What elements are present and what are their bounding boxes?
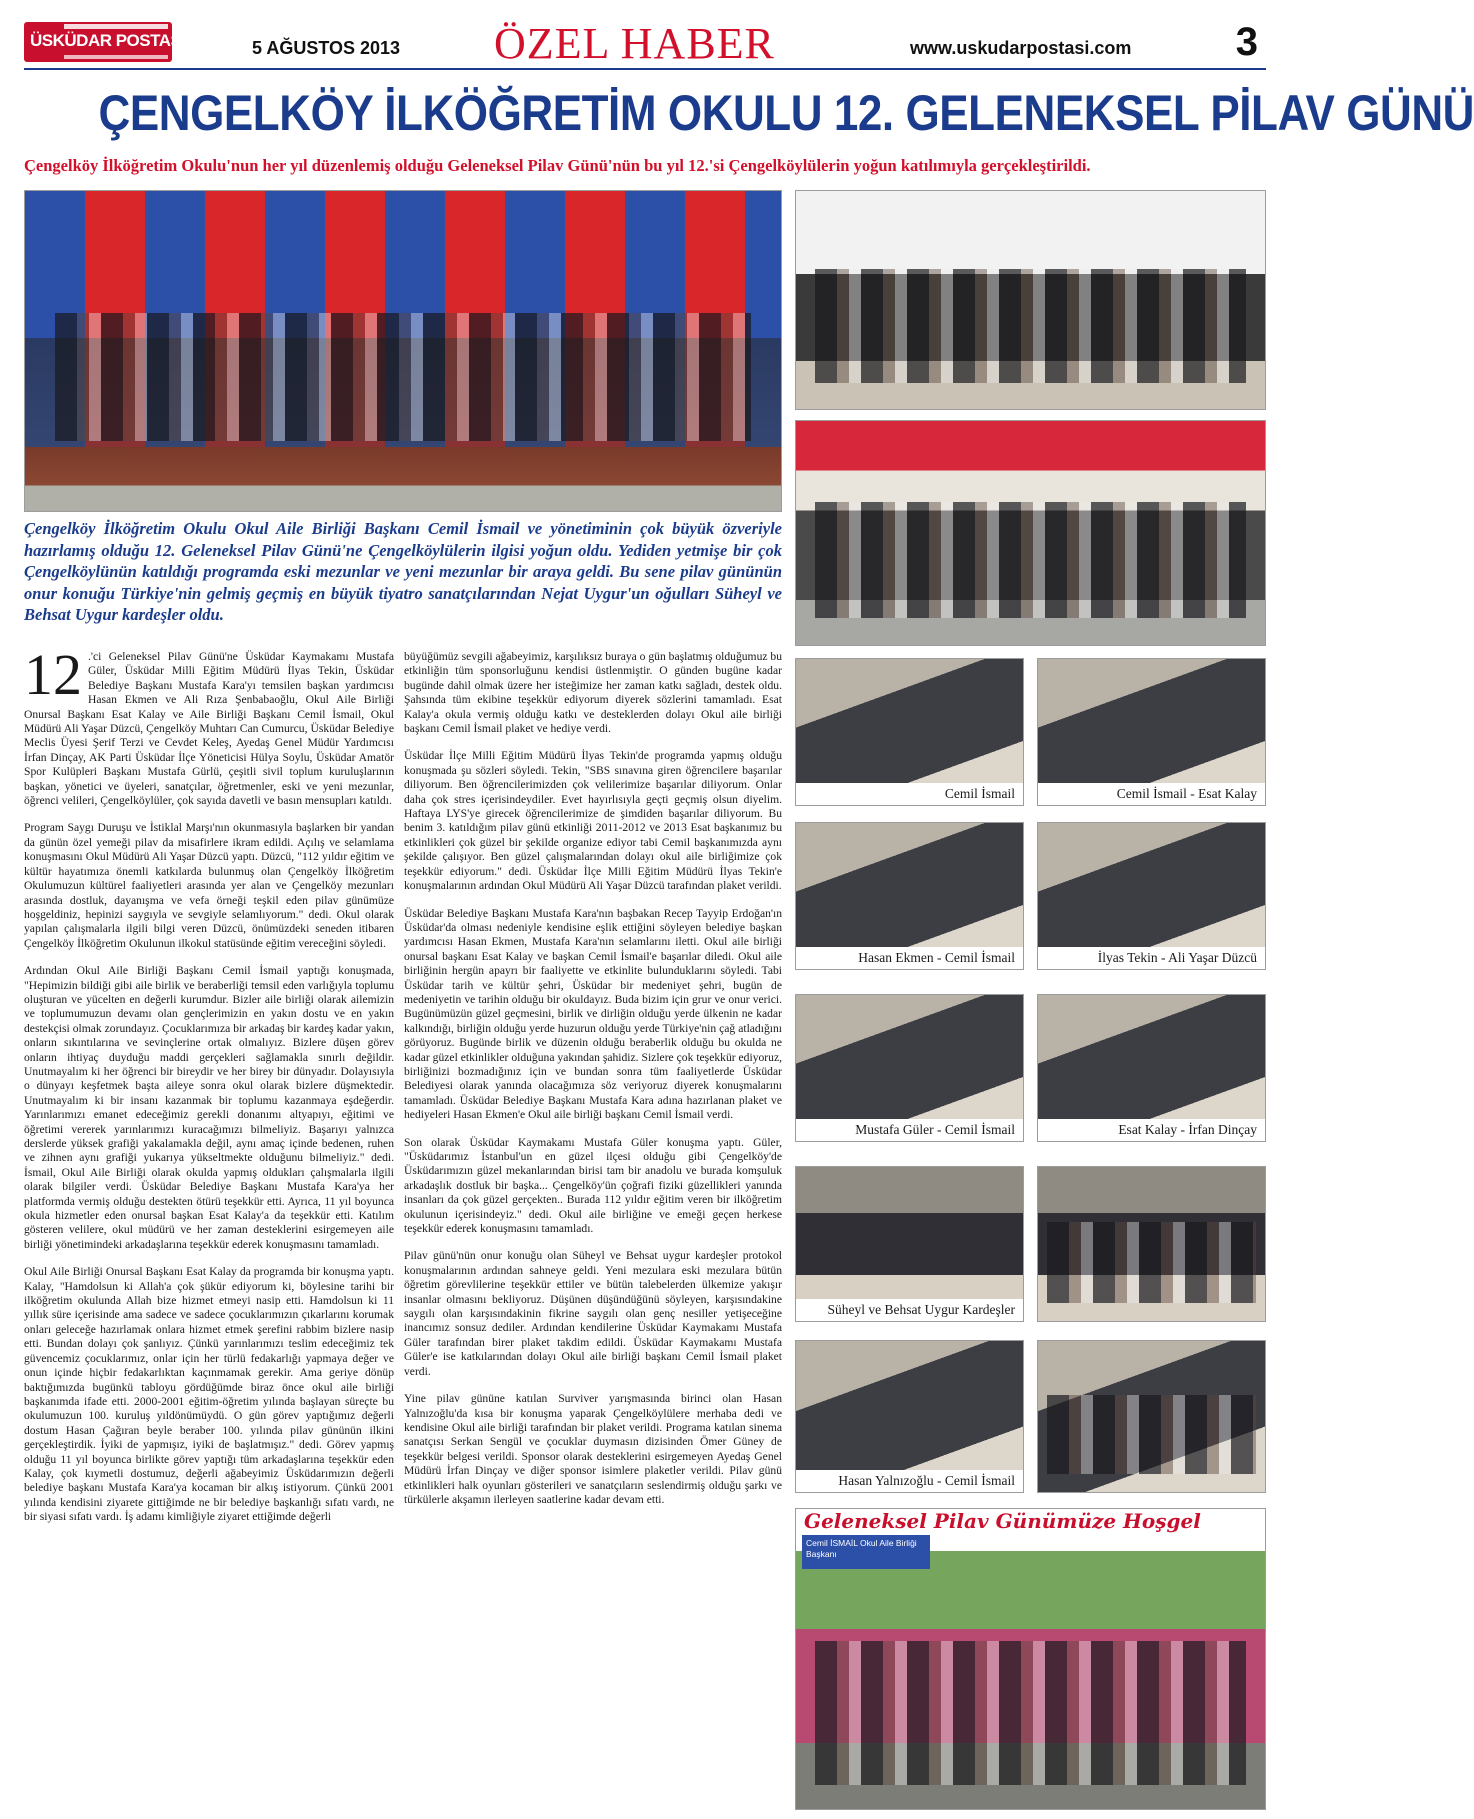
people-silhouettes	[1047, 1395, 1256, 1474]
page-number: 3	[1235, 20, 1258, 64]
sign-board	[802, 1535, 930, 1569]
welcome-banner-text: Geleneksel Pilav Günümüze Hoşgel	[804, 1509, 1201, 1533]
issue-date: 5 AĞUSTOS 2013	[252, 38, 401, 58]
logo-text: ÜSKÜDAR POSTASI	[30, 31, 186, 50]
section-title: ÖZEL HABER	[494, 19, 775, 68]
photo-cemil-esat	[1037, 658, 1266, 806]
photo-cemil-ismail	[795, 658, 1024, 806]
paragraph: Üsküdar Belediye Başkanı Mustafa Kara'nın başbakan Recep Tayyip Erdoğan'ın Üsküdar'da olması nedeniyle kendisine eşlik ettiğini söyleyen belediye başkan yardımcısı Hasan Ekmen, Mustafa Kara'nın selamlarını iletti. Okul aile birliği onursal başkanı Esat Kalay ve başkan Cemil İsmail'e başarılar diledi. Okul aile birliğinin hergün apayrı bir faaliyette ve etkinlite bulunduklarını söyledi. Tabi Üsküdar tarih ve kültür şehri, Üsküdar bir medeniyet şehri, bugün de medeniyetin ve tarihin olduğu bir okuldayız. Buda bizim için grur ve onur verici. Bugünümüzün güzel geçmesini, birlik ve dirliğin olduğu yerde ülkenin ne kadar kalkındığı, birliğin olduğu yerde huzurun olduğu yerde Türkiye'nin çağ atladığını görüyoruz. Bugünde birlik ve düzenin olduğu beraberlik olduğu bu okulda ne kadar güzel etkinlikler olduğuna yakından şahidiz. Sizlere çok teşekkür ediyoruz, birliğinizi bozmadığınız için ve bundan sonra tüm faaliyetlerde Üsküdar Belediyesi olarak yanında olacağımıza söz veriyoruz diyerek konuşmalarını tamamladı. Üsküdar Belediye Başkanı Mustafa Kara adına hazırlanan plaket ve hediyeleri Hasan Ekmen'e Okul aile birliği başkanı Cemil İsmail verdi.	[404, 906, 782, 1122]
paragraph: büyüğümüz sevgili ağabeyimiz, karşılıksız buraya o gün başlatmış olduğumuz bu etkinliğin tüm sponsorluğunu kendisi üstlenmiştir. O günden bugüne kadar bugünde dahil olmak üzere her isteğimize her zaman katkı sağladı, destek oldu. Şahsında tüm ekibine teşekkür ediyorum diyerek sözlerini tamamladı. Esat Kalay'a okula vermiş olduğu katkı ve desteklerden dolayı Okul aile birliği başkanı Cemil İsmail plaket ve hediye verdi.	[404, 650, 783, 736]
paragraph: Program Saygı Duruşu ve İstiklal Marşı'nın okunmasıyla başlarken bir yandan da günün özel yemeği pilav da misafirlere ikram edildi. Açılış ve selamlama konuşmasını Okul Müdürü Ali Yaşar Düzcü yaptı. Düzcü, "112 yıldır eğitim ve kültür hayatımıza önemli katkılarda bulunmuş olan Çengelköy İlköğretim Okulumuzun kültürel faaliyetleri arasında yer alan ve Çengelköy mezunları arasında dostluk, dayanışma ve vefa örneği teşkil eden pilav günümüze hoşgeldiniz, hepinizi saygıyla ve sevgiyle selamlıyorum." dedi. Okul olarak yapılan çalışmalarla ilgili bilgi veren Düzcü, önümüzdeki seneden itibaren Çengelköy İlköğretim Okulunun ilkokul statüsünde eğitim vereceğini söyledi.	[24, 821, 394, 950]
photo-caption: Cemil İsmail	[796, 783, 1023, 805]
paragraph: Pilav günü'nün onur konuğu olan Süheyl ve Behsat uygur kardeşler protokol konuşmalarının ardından sahneye geldi. Yeni mezulara eski mezulara bütün öğretim görevlilerine teşekkür ettiler ve bütün talebelerden ülkemize yakışır insanlar olmasını bekliyoruz. Düşünen düşündüğünü söyleyen, karşısındakine saygılı olan karşısındakinin fikrine saygılı olan genç nesiller yetişeceğine inancımız sonsuz dediler. Ardından kendilerine Üsküdar Kaymakamı Mustafa Güler tarafından birer plaket takdim edildi. Üsküdar Kaymakamı Mustafa Güler'e ise katkılarından dolayı Okul aile birliği başkanı Cemil İsmail plaket verdi.	[404, 1249, 782, 1378]
paragraph: Son olarak Üsküdar Kaymakamı Mustafa Güler konuşma yaptı. Güler, "Üsküdarımız İstanbul'un en güzel ilçesi olduğu gibi Çengelköy'de Üsküdarımızın güzel mekanlarından birisi tam bir anadolu ve burada komşuluk arkadaşlık dostluk bir başka... Çengelköy'ün çoğrafi fiziki güzellikleri yanında insanları da çok güzel gerçekten.. Burada 112 yıldır eğitim veren bir ilköğretim okulunun içerisindeyiz." dedi. Okul aile birliğine ve emeği geçen herkese teşekkür ederek konuşmasını tamamladı.	[404, 1135, 782, 1236]
people-silhouettes	[815, 1641, 1247, 1785]
podium-photo	[795, 190, 1266, 410]
paragraph: Ardından Okul Aile Birliği Başkanı Cemil İsmail yaptığı konuşmada, "Hepimizin bildiği gibi aile birlik ve beraberliği temsil eden varlığıyla toplumu oluşturan ve yücelten en değerli kurumdur. Bizler aile birliği olarak ailemizin ve toplumumuzun devamı olan gençlerimizin en yakın dostu ve en yakın destekçisi olmak zorundayız. Çocuklarımıza bir arkadaş bir kardeş kadar yakın, onların sıkıntılarına ve sevinçlerine ortak olmalıyız. Bizlere düşen görev onların ihtiyaç duyduğu maddi gerçekleri sağlamakla sınırlı değildir. Unutmayalım ki her öğrenci bir bireydir ve her birey bir dünyadır. Dolayısıyla o dünyayı keşfetmek başta aileye sonra okul olarak bizlere düşmektedir. Unutmayalım ki bir insanı kazanmak bir toplumu kazanmaya eşdeğerdir. Yarınlarımızı emanet edeceğimiz gerekli donanımı altyapıyı, eğitimi ve öğretimi vererek yarınlarımızı kuracağımızı bilmeliyiz. Başarıyı yalnızca derslerde yüksek grafiği yakalamakla değil, aynı amaç içinde bedenen, ruhen ve zihnen aynı grafiği yukarıya yükseltmekte olduğunu bilmeliyiz." dedi. İsmail, Okul Aile Birliği olarak okulda yapmış oldukları çalışmalarla ilgili olarak bilgiler verdi. Üsküdar Belediye Başkanı Mustafa Kara'ya her platformda vermiş olduğu destekten ötürü teşekkür etti. Ayrıca, 11 yıl boyunca okula hizmetler eden onursal başkan Esat Kalay'a da teşekkür etti. Katılım gösteren velilere, okul müdürü ve her zaman desteklerini esirgemeyen aile birliği yönetimindeki arkadaşlarına teşekkür ederek konuşmasını tamamladı.	[24, 964, 394, 1251]
people-silhouettes	[1047, 1222, 1256, 1302]
photo-caption: Hasan Yalnızoğlu - Cemil İsmail	[796, 1470, 1023, 1492]
photo-area	[796, 1167, 1023, 1321]
photo-caption: Esat Kalay - İrfan Dinçay	[1038, 1119, 1265, 1141]
website-link[interactable]: www.uskudarpostasi.com	[910, 38, 1132, 58]
article-headline: ÇENGELKÖY İLKÖĞRETİM OKULU 12. GELENEKSEL PİLAV GÜNÜ	[98, 85, 1474, 141]
newspaper-logo[interactable]	[24, 22, 186, 62]
photo-uygur-brothers	[795, 1166, 1024, 1322]
photo-hasan-yalnizoglu	[795, 1340, 1024, 1493]
sign-board-text: Cemil İSMAİL Okul Aile Birliği Başkanı	[806, 1538, 917, 1559]
photo-caption: Cemil İsmail - Esat Kalay	[1038, 783, 1265, 805]
photo-ilyas-ali	[1037, 822, 1266, 970]
banner-photo	[795, 1508, 1266, 1810]
masthead	[24, 18, 1266, 70]
photo-hasan-cemil	[795, 822, 1024, 970]
photo-mustafa-cemil	[795, 994, 1024, 1142]
people-silhouettes	[815, 269, 1247, 382]
photo-caption: Hasan Ekmen - Cemil İsmail	[796, 947, 1023, 969]
photo-event-stage	[1037, 1166, 1266, 1322]
photo-esat-irfan	[1037, 994, 1266, 1142]
photo-award-ceremony	[1037, 1340, 1266, 1493]
logo-substripe	[64, 55, 168, 59]
people-silhouettes	[815, 502, 1247, 618]
photo-caption: Mustafa Güler - Cemil İsmail	[796, 1119, 1023, 1141]
drop-cap: 12	[24, 642, 82, 707]
main-photo	[24, 190, 782, 512]
body-column-1	[24, 642, 394, 1538]
paragraph	[24, 642, 394, 808]
paragraph: Üsküdar İlçe Milli Eğitim Müdürü İlyas Tekin'de programda yapmış olduğu konuşmada şu sözleri söyledi. Tekin, "SBS sınavına giren öğrencilere başarılar diliyorum. Ben öğrencilerimizden çok velilerimize başarılar diliyorum. Onlar daha çok stres içerisindeydiler. Evet hayırlısıyla geçti geçmiş olsun diyelim. Haftaya LYS'ye girecek öğrencilerimize de şimdiden başarılar diliyorum. Bu benim 3. katıldığım pilav günü etkinliği 2011-2012 ve 2013 Esat başkanımız bu etkinlikleri çok güzel bir şekilde organize ediyor tabi Cemil başkanımızda aynı şekilde çalışıyor. Ben güzel çalışmalarından dolayı okul aile birliğimize çok teşekkür ediyorum." dedi. Üsküdar İlçe Milli Eğitim Müdürü İlyas Tekin'e konuşmalarının ardından Okul Müdürü Ali Yaşar Düzcü tarafından plaket verildi.	[404, 749, 782, 893]
body-column-2	[404, 650, 782, 1520]
paragraph: Yine pilav gününe katılan Surviver yarışmasında birinci olan Hasan Yalnızoğlu'da kısa bir konuşma yaparak Çengelköylülere merhaba dedi ve kendisine Okul aile birliği tarafından bir plaket verildi. Programa katılan sinema sanatçısı Serkan Sengül ve çocuklar duymasın dizisinden Ömer Güney de teşekkür belgesi verildi. Sponsor olarak desteklerini esirgemeyen Ayedaş Genel Müdürü İrfan Dinçay ve diğer sponsor isimlere plaketler verildi. Pilav günü etkinlikleri halk oyunları gösterileri ve sanatçıların seslendirmiş olduğu şarkı ve türkülerle akşamın ilerleyen saatlerine kadar devam etti.	[404, 1392, 782, 1506]
photo-caption: Süheyl ve Behsat Uygur Kardeşler	[796, 1299, 1023, 1321]
people-silhouettes	[55, 313, 751, 441]
photo-caption: İlyas Tekin - Ali Yaşar Düzcü	[1038, 947, 1265, 969]
logo-stripe	[64, 24, 168, 29]
paragraph-text: .'ci Geleneksel Pilav Günü'ne Üsküdar Kaymakamı Mustafa Güler, Üsküdar Milli Eğitim Müdürü İlyas Tekin, Üsküdar Belediye Başkanı Mustafa Kara'yı temsilen başkan yardımcısı Hasan Ekmen ve Ali Rıza Şenbabaoğlu, Okul Aile Birliği Onursal Başkanı Esat Kalay ve Aile Birliği Başkanı Cemil İsmail, Okul Müdürü Ali Yaşar Düzcü, Çengelköy Muhtarı Can Cumurcu, Üsküdar Belediye Meclis Üyesi Şerif Terzi ve Cevdet Keleş, Ayedaş Genel Müdür Yardımcısı İrfan Dinçay, AK Parti Üsküdar İlçe Yöneticisi Hülya Soylu, Üsküdar Amatör Spor Kulüpleri Başkanı Mustafa Gürlü, çeşitli sivil toplum kuruluşlarının başkan, yönetici ve üyeleri, sanatçılar, öğretmenler, eski ve yeni mezunlar, öğrenci velileri, Çengelköylüler, çok sayıda davetli ve basın mensupları katıldı.	[24, 650, 394, 808]
paragraph: Okul Aile Birliği Onursal Başkanı Esat Kalay da programda bir konuşma yaptı. Kalay, "Hamdolsun ki Allah'a çok şükür ediyorum ki, böylesine tarihi bir ilköğretim okulunda Allah bize hizmet etmeyi nasip etti. Hamdolsun ki 11 yıllık süre içerisinde ama sadece ve sadece çocuklarımızın çıkarlarını korumak onları geleceğe hazırlamak onlara hizmet etmek şerefini rabbim bizlere nasip etti. Bundan dolayı çok şanlıyız. Çünkü yarınlarımızı teslim edeceğimiz tek güvencemiz çocuklarımız, onlar için her türlü fedakarlığı yapmaya değer ve onun içinde hiçbir fedakarlıktan kaçınmamak gerekir. Ama geriye dönüp baktığımızda bugünkü tabloyu gördüğümde biraz önce okul aile birliği başkanımda ifade etti. 2000-2001 eğitim-öğretim yılında başlayan süreçte bu okulumuzun 100. kuruluş yıldönümüydü. O gün görev yaptığımız değerli dostum Hasan Çağıran beyle beraber 100. yılında pilav gününün ilkini gerçekleştirdik. İyiki de yapmışız, iyiki de başlatmışız." dedi. Görev yapmış olduğu 11 yıl boyunca birlikte görev yaptığı tüm arkadaşlarına teşekkür eden Kalay, çok kıymetli dostumuz, değerli ağabeyimiz Üsküdarımızın değerli belediye başkanı Mustafa Kara'ya kocaman bir alkış istiyorum. Çünkü 2001 yılında kendisini ziyarete gittiğimde ne bir belediye başkanlığı sıfatı vardı, ne bir siyasi sıfatı vardı. İş adamı kimliğiyle ziyaret ettiğimde değerli	[24, 1265, 394, 1524]
lead-paragraph: Çengelköy İlköğretim Okulu Okul Aile Birliği Başkanı Cemil İsmail ve yönetiminin çok büyük özveriyle hazırlamış olduğu 12. Geleneksel Pilav Günü'ne Çengelköylülerin ilgisi yoğun oldu. Yediden yetmişe bir çok Çengelköylünün katıldığı programda eski mezunlar ve yeni mezunlar bir araya geldi. Bu sene pilav gününün onur konuğu Türkiye'nin gelmiş geçmiş en büyük tiyatro sanatçılarından Nejat Uygur'un oğulları Süheyl ve Behsat Uygur kardeşler oldu.	[24, 519, 782, 624]
article-subhead: Çengelköy İlköğretim Okulu'nun her yıl düzenlemiş olduğu Geleneksel Pilav Günü'nün bu yıl 12.'si Çengelköylülerin yoğun katılımıyla gerçekleştirildi.	[24, 156, 1091, 175]
group-photo	[795, 420, 1266, 646]
